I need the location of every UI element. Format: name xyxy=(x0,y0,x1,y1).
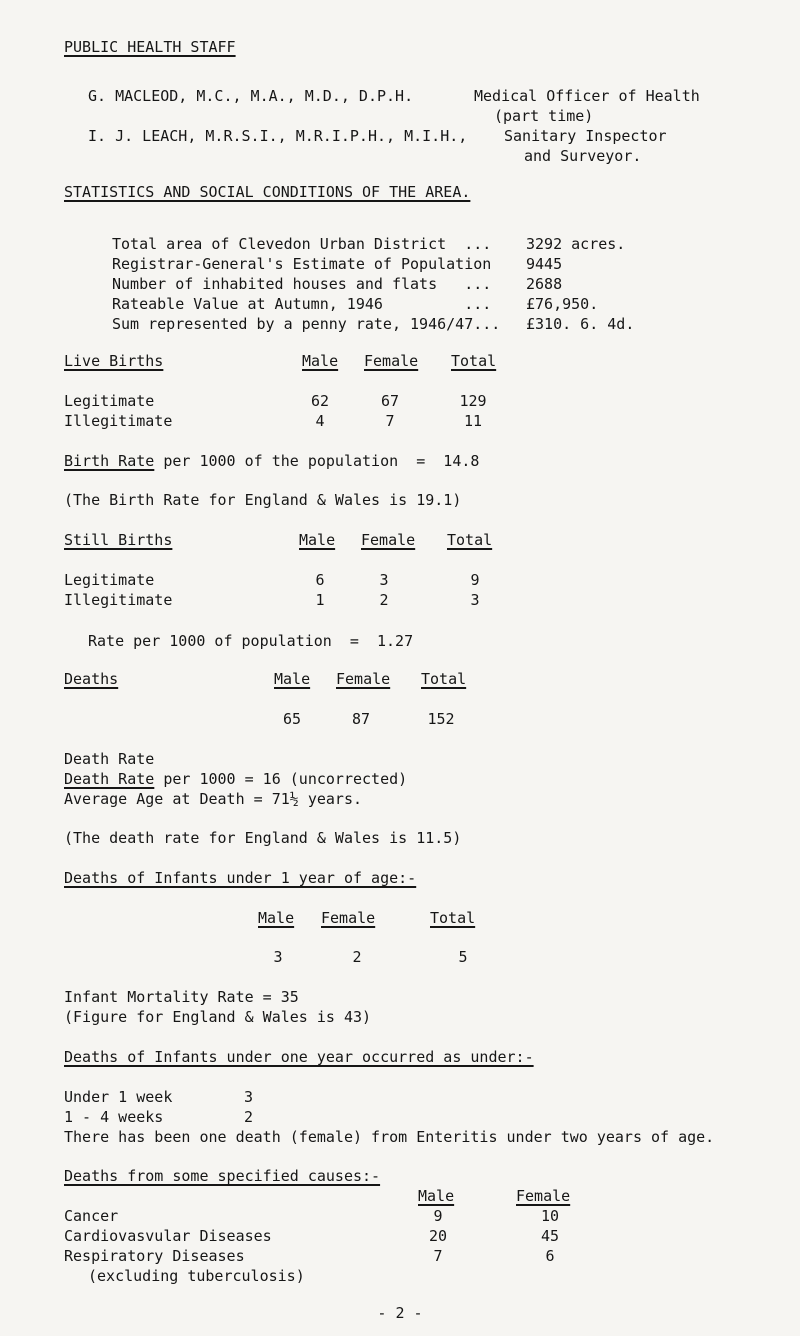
area-stat-value: £310. 6. 4d. xyxy=(526,315,635,333)
area-stat-value: 2688 xyxy=(526,275,563,293)
death-rate-line xyxy=(64,770,407,788)
row-label: Legitimate xyxy=(64,392,155,410)
birth-rate-label: Birth Rate xyxy=(64,452,155,470)
infant-mortality-rate: Infant Mortality Rate = 35 xyxy=(64,988,299,1006)
stats-heading: STATISTICS AND SOCIAL CONDITIONS OF THE AREA. xyxy=(64,183,471,201)
header-total: Total xyxy=(451,352,497,370)
header-female: Female xyxy=(364,352,419,370)
area-stat-label: Total area of Clevedon Urban District ... xyxy=(112,235,492,253)
cause-label: Cancer xyxy=(64,1207,119,1225)
cell-male: 4 xyxy=(315,412,325,430)
cell-total: 3 xyxy=(470,591,480,609)
staff-role-note-2: and Surveyor. xyxy=(524,147,642,165)
header-male: Male xyxy=(299,531,336,549)
area-stat-value: £76,950. xyxy=(526,295,599,313)
cell-male: 6 xyxy=(315,571,325,589)
cause-label: Cardiovasvular Diseases xyxy=(64,1227,272,1245)
infant-deaths-title: Deaths of Infants under 1 year of age:- xyxy=(64,869,417,887)
cell-total: 11 xyxy=(463,412,483,430)
header-female: Female xyxy=(516,1187,571,1205)
cell-female: 7 xyxy=(385,412,395,430)
area-stat-label: Rateable Value at Autumn, 1946 ... xyxy=(112,295,492,313)
infant-mortality-national: (Figure for England & Wales is 43) xyxy=(64,1008,372,1026)
page-heading: PUBLIC HEALTH STAFF xyxy=(64,38,236,56)
infant-deaths-female: 2 xyxy=(352,948,362,966)
birth-rate-line xyxy=(64,452,479,470)
cause-female: 10 xyxy=(540,1207,560,1225)
staff-role-2: Sanitary Inspector xyxy=(504,127,667,145)
infant-deaths-male: 3 xyxy=(273,948,283,966)
average-age: Average Age at Death = 71½ years. xyxy=(64,790,363,808)
area-stat-label: Number of inhabited houses and flats ... xyxy=(112,275,492,293)
infant-deaths-total: 5 xyxy=(458,948,468,966)
death-rate-label: Death Rate xyxy=(64,770,155,788)
deaths-female: 87 xyxy=(351,710,371,728)
still-birth-rate: Rate per 1000 of population = 1.27 xyxy=(88,632,414,650)
still-births-title: Still Births xyxy=(64,531,173,549)
cell-female: 67 xyxy=(380,392,400,410)
header-male: Male xyxy=(274,670,311,688)
area-stat-value: 9445 xyxy=(526,255,563,273)
header-male: Male xyxy=(418,1187,455,1205)
staff-role-1: Medical Officer of Health xyxy=(474,87,700,105)
cause-male: 9 xyxy=(433,1207,443,1225)
header-total: Total xyxy=(430,909,476,927)
cell-total: 9 xyxy=(470,571,480,589)
death-rate-text: per 1000 = 16 (uncorrected) xyxy=(154,770,408,788)
cause-female: 45 xyxy=(540,1227,560,1245)
header-female: Female xyxy=(321,909,376,927)
header-total: Total xyxy=(421,670,467,688)
staff-role-note-1: (part time) xyxy=(494,107,594,125)
deaths-title: Deaths xyxy=(64,670,119,688)
area-stat-label: Registrar-General's Estimate of Population xyxy=(112,255,492,273)
cell-female: 2 xyxy=(379,591,389,609)
area-stat-value: 3292 acres. xyxy=(526,235,626,253)
age-band-label: 1 - 4 weeks xyxy=(64,1108,164,1126)
header-female: Female xyxy=(361,531,416,549)
cell-total: 129 xyxy=(459,392,487,410)
header-female: Female xyxy=(336,670,391,688)
death-rate-heading: Death Rate xyxy=(64,750,155,768)
cell-male: 1 xyxy=(315,591,325,609)
page-number: - 2 - xyxy=(377,1304,423,1322)
age-band-value: 3 xyxy=(244,1088,254,1106)
death-rate-national: (The death rate for England & Wales is 11.5) xyxy=(64,829,462,847)
age-band-label: Under 1 week xyxy=(64,1088,173,1106)
row-label: Legitimate xyxy=(64,571,155,589)
cause-male: 20 xyxy=(428,1227,448,1245)
deaths-total: 152 xyxy=(427,710,455,728)
live-births-title: Live Births xyxy=(64,352,164,370)
cause-label: Respiratory Diseases xyxy=(64,1247,245,1265)
row-label: Illegitimate xyxy=(64,591,173,609)
staff-name-2: I. J. LEACH, M.R.S.I., M.R.I.P.H., M.I.H., xyxy=(88,127,468,145)
birth-rate-national: (The Birth Rate for England & Wales is 19.1) xyxy=(64,491,462,509)
deaths-male: 65 xyxy=(282,710,302,728)
cell-male: 62 xyxy=(310,392,330,410)
area-stat-label: Sum represented by a penny rate, 1946/47... xyxy=(112,315,501,333)
header-male: Male xyxy=(258,909,295,927)
cause-note: (excluding tuberculosis) xyxy=(88,1267,305,1285)
header-male: Male xyxy=(302,352,339,370)
age-band-value: 2 xyxy=(244,1108,254,1126)
birth-rate-text: per 1000 of the population = 14.8 xyxy=(154,452,480,470)
specified-causes-title: Deaths from some specified causes:- xyxy=(64,1167,381,1185)
header-total: Total xyxy=(447,531,493,549)
cell-female: 3 xyxy=(379,571,389,589)
row-label: Illegitimate xyxy=(64,412,173,430)
infant-deaths-occurred-title: Deaths of Infants under one year occurred as under:- xyxy=(64,1048,534,1066)
cause-female: 6 xyxy=(545,1247,555,1265)
staff-name-1: G. MACLEOD, M.C., M.A., M.D., D.P.H. xyxy=(88,87,414,105)
enteritis-note: There has been one death (female) from Enteritis under two years of age. xyxy=(64,1128,715,1146)
cause-male: 7 xyxy=(433,1247,443,1265)
